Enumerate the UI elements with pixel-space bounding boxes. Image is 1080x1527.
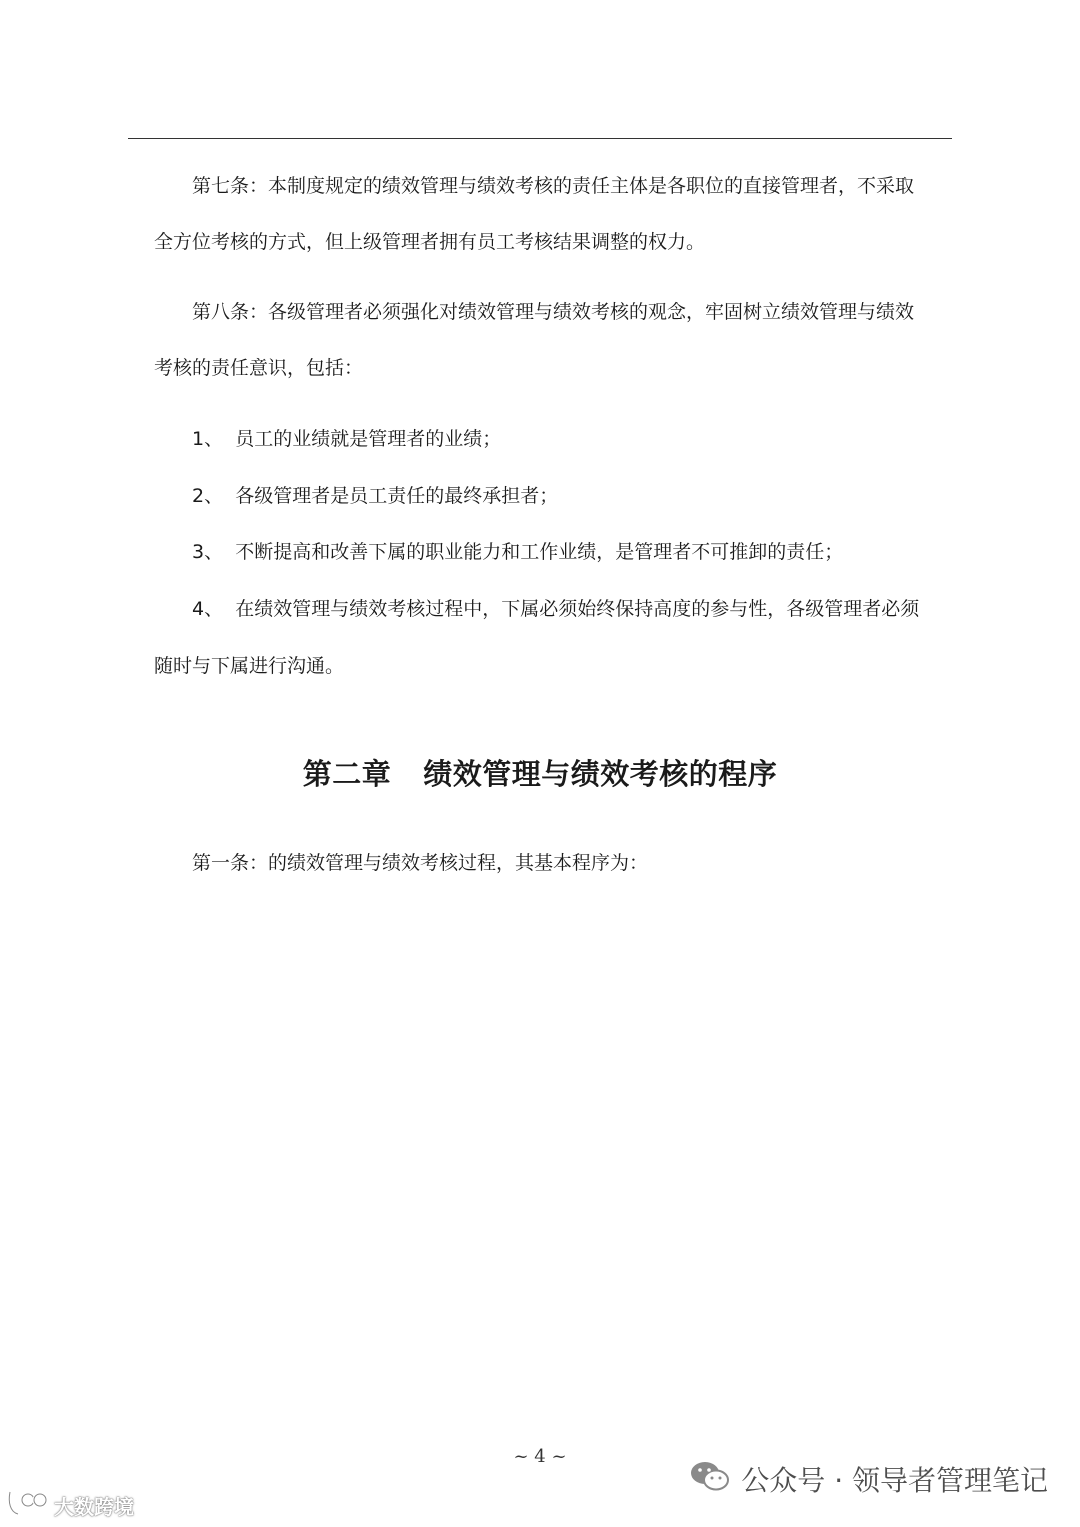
page-number: ~ 4 ~ [513, 1446, 567, 1467]
list-item: 2、 各级管理者是员工责任的最终承担者； [192, 485, 559, 507]
list-item: 4、 在绩效管理与绩效考核过程中，下属必须始终保持高度的参与性，各级管理者必须 [192, 598, 920, 620]
watermark-right-text: 公众号 · 领导者管理笔记 [741, 1464, 1048, 1497]
list-item: 3、 不断提高和改善下属的职业能力和工作业绩，是管理者不可推卸的责任； [192, 541, 844, 563]
chapter-heading: 第二章 绩效管理与绩效考核的程序 [302, 757, 778, 791]
wechat-icon [689, 1459, 731, 1500]
watermark-left [6, 1489, 134, 1521]
list-item: 1、 员工的业绩就是管理者的业绩； [192, 428, 502, 450]
header-rule [128, 138, 952, 139]
article-1: 第一条：的绩效管理与绩效考核过程，其基本程序为： [192, 852, 649, 874]
article-8-line-2: 考核的责任意识，包括： [154, 357, 364, 379]
watermark-logo-icon [6, 1488, 48, 1523]
article-7-line-1: 第七条：本制度规定的绩效管理与绩效考核的责任主体是各职位的直接管理者，不采取 [192, 175, 915, 197]
watermark-left-text: 大数跨境 [54, 1494, 134, 1519]
article-8-line-1: 第八条：各级管理者必须强化对绩效管理与绩效考核的观念，牢固树立绩效管理与绩效 [192, 301, 915, 323]
list-item-continuation: 随时与下属进行沟通。 [154, 655, 345, 677]
article-7-line-2: 全方位考核的方式，但上级管理者拥有员工考核结果调整的权力。 [154, 231, 706, 253]
watermark-right [689, 1456, 1048, 1502]
